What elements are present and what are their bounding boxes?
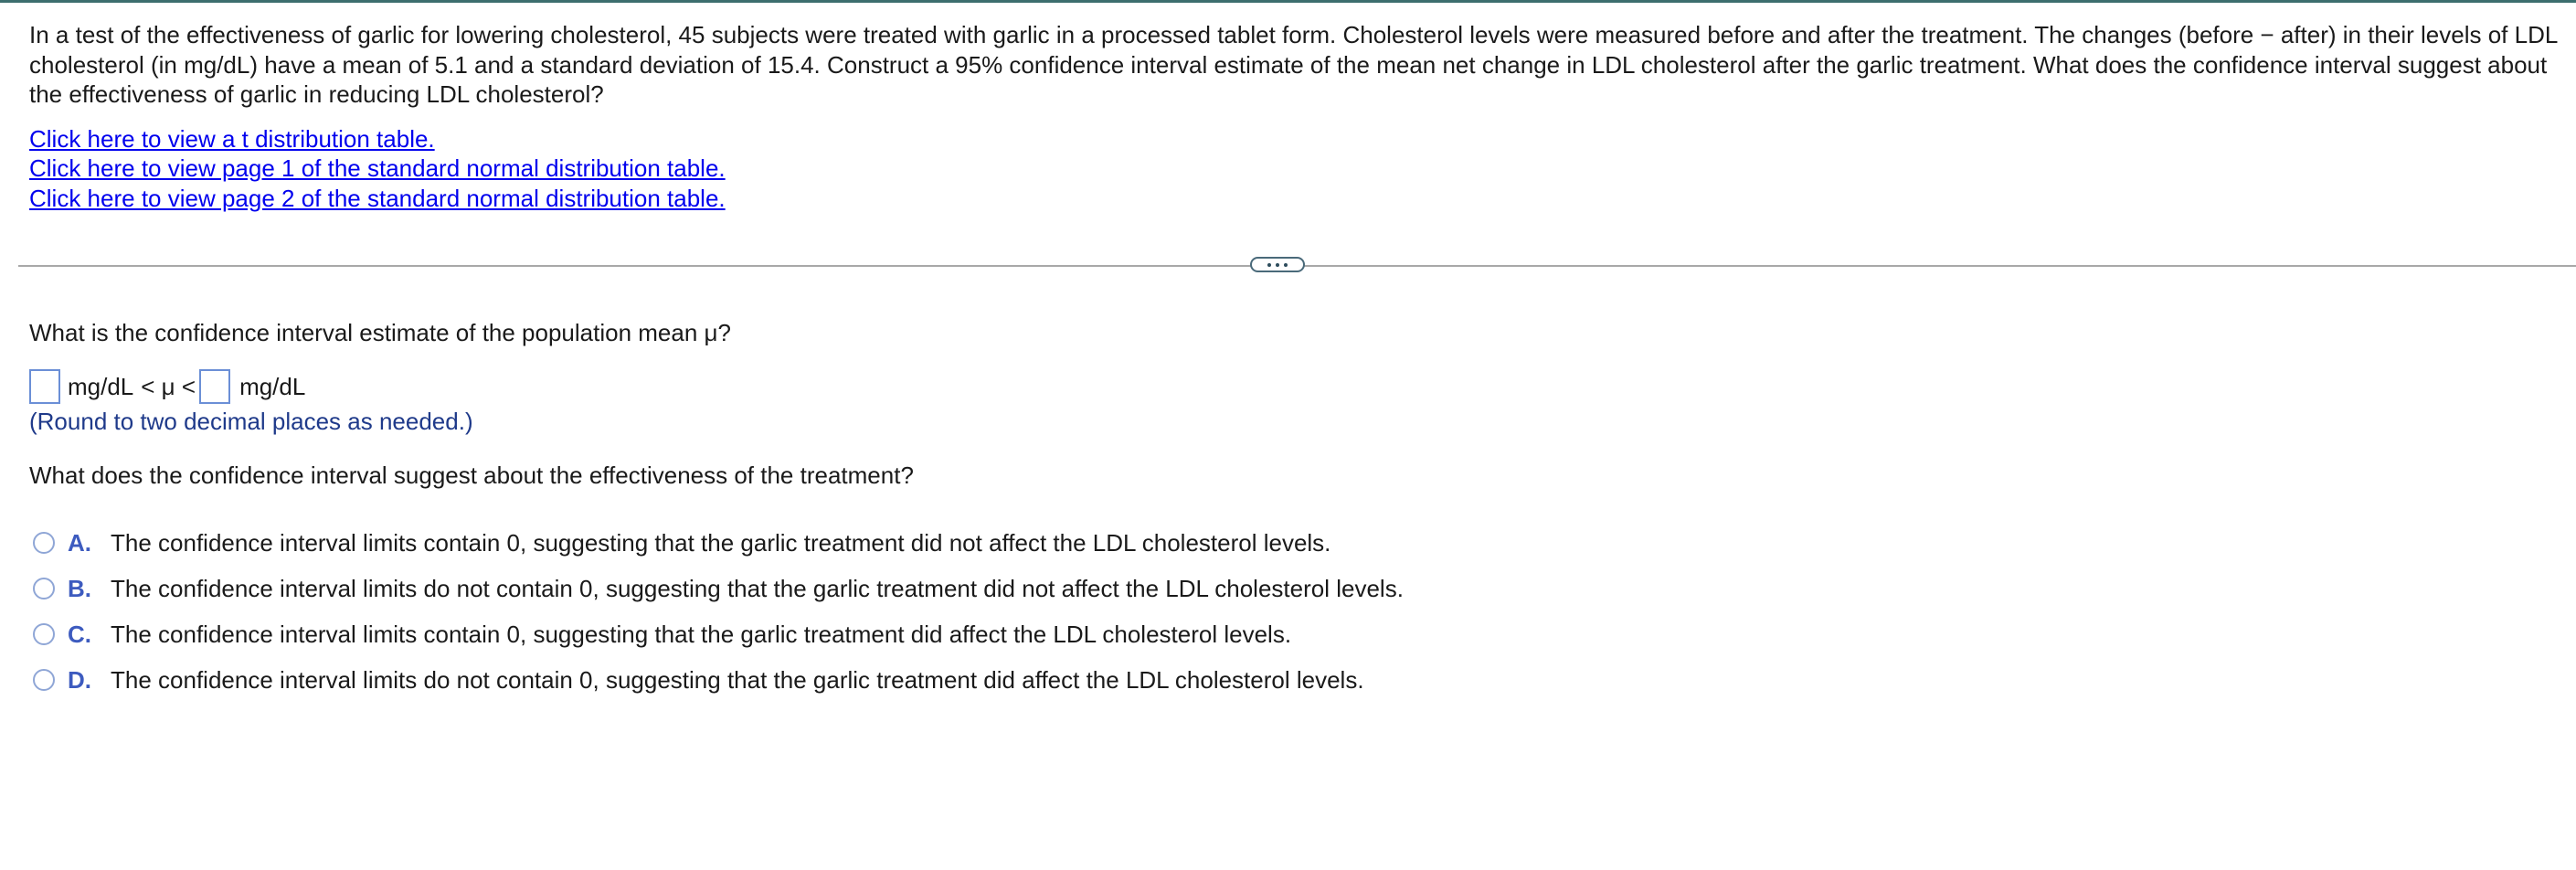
table-links: [29, 124, 2560, 214]
ellipsis-dot-icon: [1284, 263, 1288, 267]
option-d[interactable]: [33, 657, 1404, 703]
option-text: The confidence interval limits contain 0, suggesting that the garlic treatment did affect the LDL cholesterol levels.: [111, 620, 1292, 648]
option-letter: D.: [68, 665, 91, 694]
upper-unit-label: mg/dL: [239, 372, 306, 400]
top-accent-rule: [0, 0, 2576, 3]
radio-icon[interactable]: [33, 532, 55, 554]
option-text: The confidence interval limits contain 0, suggesting that the garlic treatment did not affect the LDL cholesterol levels.: [111, 528, 1331, 557]
lower-unit-label: mg/dL: [68, 372, 134, 400]
option-a[interactable]: [33, 520, 1404, 566]
question-header: [29, 18, 2560, 213]
expand-more-button[interactable]: [1250, 257, 1305, 272]
option-letter: A.: [68, 528, 91, 557]
t-table-link[interactable]: Click here to view a t distribution table.: [29, 124, 435, 153]
rounding-hint: (Round to two decimal places as needed.): [29, 408, 473, 435]
upper-bound-input[interactable]: [199, 369, 230, 404]
ellipsis-dot-icon: [1267, 263, 1271, 267]
ellipsis-dot-icon: [1276, 263, 1279, 267]
radio-icon[interactable]: [33, 578, 55, 599]
option-letter: C.: [68, 620, 91, 648]
lower-bound-input[interactable]: [29, 369, 60, 404]
answer-options: [33, 520, 1404, 703]
normal-table-page1-link[interactable]: Click here to view page 1 of the standard normal distribution table.: [29, 154, 726, 182]
radio-icon[interactable]: [33, 669, 55, 691]
option-letter: B.: [68, 574, 91, 602]
normal-table-page2-link[interactable]: Click here to view page 2 of the standard normal distribution table.: [29, 184, 726, 212]
interval-answer-row: [29, 369, 305, 404]
part1-prompt: What is the confidence interval estimate of the population mean μ?: [29, 319, 731, 346]
radio-icon[interactable]: [33, 623, 55, 645]
option-b[interactable]: [33, 566, 1404, 611]
option-c[interactable]: [33, 611, 1404, 657]
option-text: The confidence interval limits do not contain 0, suggesting that the garlic treatment did affect the LDL cholesterol levels.: [111, 665, 1364, 694]
relation-label: < μ <: [141, 372, 196, 400]
option-text: The confidence interval limits do not contain 0, suggesting that the garlic treatment did not affect the LDL cholesterol levels.: [111, 574, 1404, 602]
question-text: In a test of the effectiveness of garlic for lowering cholesterol, 45 subjects were treated with garlic in a processed tablet form. Cholesterol levels were measured before and after the treatment. The changes (before − after) in their levels of LDL cholesterol (in mg/dL) have a mean of 5.1 and a standard deviation of 15.4. Construct a 95% confidence interval estimate of the mean net change in LDL cholesterol after the garlic treatment. What does the confidence interval suggest about the effectiveness of garlic in reducing LDL cholesterol?: [29, 21, 2558, 108]
part2-prompt: What does the confidence interval suggest about the effectiveness of the treatment?: [29, 462, 914, 489]
